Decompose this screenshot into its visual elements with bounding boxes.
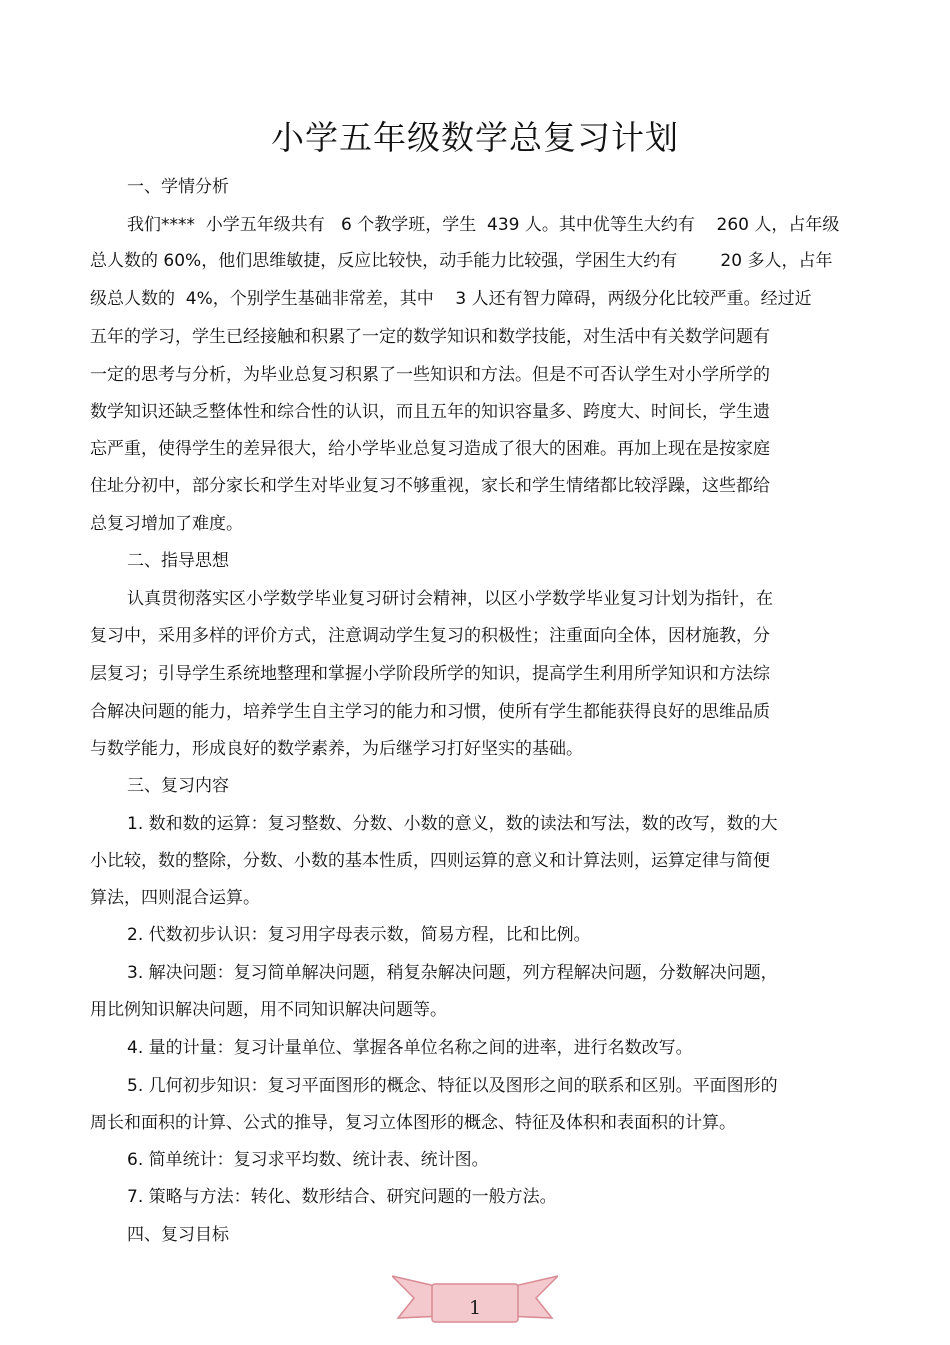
- page-number: 1: [468, 1297, 482, 1319]
- document-title: 小学五年级数学总复习计划: [271, 118, 679, 157]
- paragraph-line: 五年的学习，学生已经接触和积累了一定的数学知识和数学技能，对生活中有关数学问题有: [90, 327, 770, 347]
- paragraph-line: 一定的思考与分析，为毕业总复习积累了一些知识和方法。但是不可否认学生对小学所学的: [90, 365, 770, 385]
- section-heading-4: 四、复习目标: [127, 1225, 229, 1245]
- list-item-line: 周长和面积的计算、公式的推导，复习立体图形的概念、特征及体积和表面积的计算。: [90, 1113, 736, 1133]
- list-item-line: 3. 解决问题：复习简单解决问题，稍复杂解决问题，列方程解决问题，分数解决问题，: [127, 963, 778, 983]
- paragraph-line: 复习中，采用多样的评价方式，注意调动学生复习的积极性；注重面向全体，因材施教，分: [90, 626, 770, 646]
- list-item-line: 5. 几何初步知识：复习平面图形的概念、特征以及图形之间的联系和区别。平面图形的: [127, 1076, 778, 1096]
- paragraph-line: 总复习增加了难度。: [90, 514, 243, 534]
- paragraph-line: 级总人数的 4%，个别学生基础非常差，其中 3 人还有智力障碍，两级分化比较严重。经过近: [90, 289, 812, 309]
- list-item-line: 小比较，数的整除，分数、小数的基本性质，四则运算的意义和计算法则，运算定律与简便: [90, 851, 770, 871]
- section-heading-3: 三、复习内容: [127, 776, 229, 796]
- section-heading-1: 一、学情分析: [127, 177, 229, 197]
- paragraph-line: 忘严重，使得学生的差异很大，给小学毕业总复习造成了很大的困难。再加上现在是按家庭: [90, 439, 770, 459]
- list-item-line: 用比例知识解决问题，用不同知识解决问题等。: [90, 1000, 447, 1020]
- list-item-line: 6. 简单统计：复习求平均数、统计表、统计图。: [127, 1150, 489, 1170]
- list-item-line: 算法，四则混合运算。: [90, 888, 260, 908]
- paragraph-line: 层复习；引导学生系统地整理和掌握小学阶段所学的知识，提高学生利用所学知识和方法综: [90, 664, 770, 684]
- paragraph-line: 总人数的 60%，他们思维敏捷，反应比较快，动手能力比较强，学困生大约有 20 多人，占年: [90, 251, 833, 271]
- paragraph-line: 与数学能力，形成良好的数学素养，为后继学习打好坚实的基础。: [90, 739, 583, 759]
- paragraph-line: 住址分初中，部分家长和学生对毕业复习不够重视，家长和学生情绪都比较浮躁，这些都给: [90, 476, 770, 496]
- paragraph-line: 认真贯彻落实区小学数学毕业复习研讨会精神，以区小学数学毕业复习计划为指针，在: [127, 589, 773, 609]
- list-item-line: 2. 代数初步认识：复习用字母表示数，简易方程，比和比例。: [127, 925, 591, 945]
- paragraph-line: 合解决问题的能力，培养学生自主学习的能力和习惯，使所有学生都能获得良好的思维品质: [90, 702, 770, 722]
- paragraph-line: 数学知识还缺乏整体性和综合性的认识，而且五年的知识容量多、跨度大、时间长，学生遗: [90, 402, 770, 422]
- paragraph-line: 我们**** 小学五年级共有 6 个教学班，学生 439 人。其中优等生大约有 260 人，占年级: [127, 215, 840, 235]
- section-heading-2: 二、指导思想: [127, 551, 229, 571]
- list-item-line: 1. 数和数的运算：复习整数、分数、小数的意义，数的读法和写法，数的改写，数的大: [127, 814, 778, 834]
- list-item-line: 7. 策略与方法：转化、数形结合、研究问题的一般方法。: [127, 1187, 557, 1207]
- list-item-line: 4. 量的计量：复习计量单位、掌握各单位名称之间的进率，进行名数改写。: [127, 1038, 693, 1058]
